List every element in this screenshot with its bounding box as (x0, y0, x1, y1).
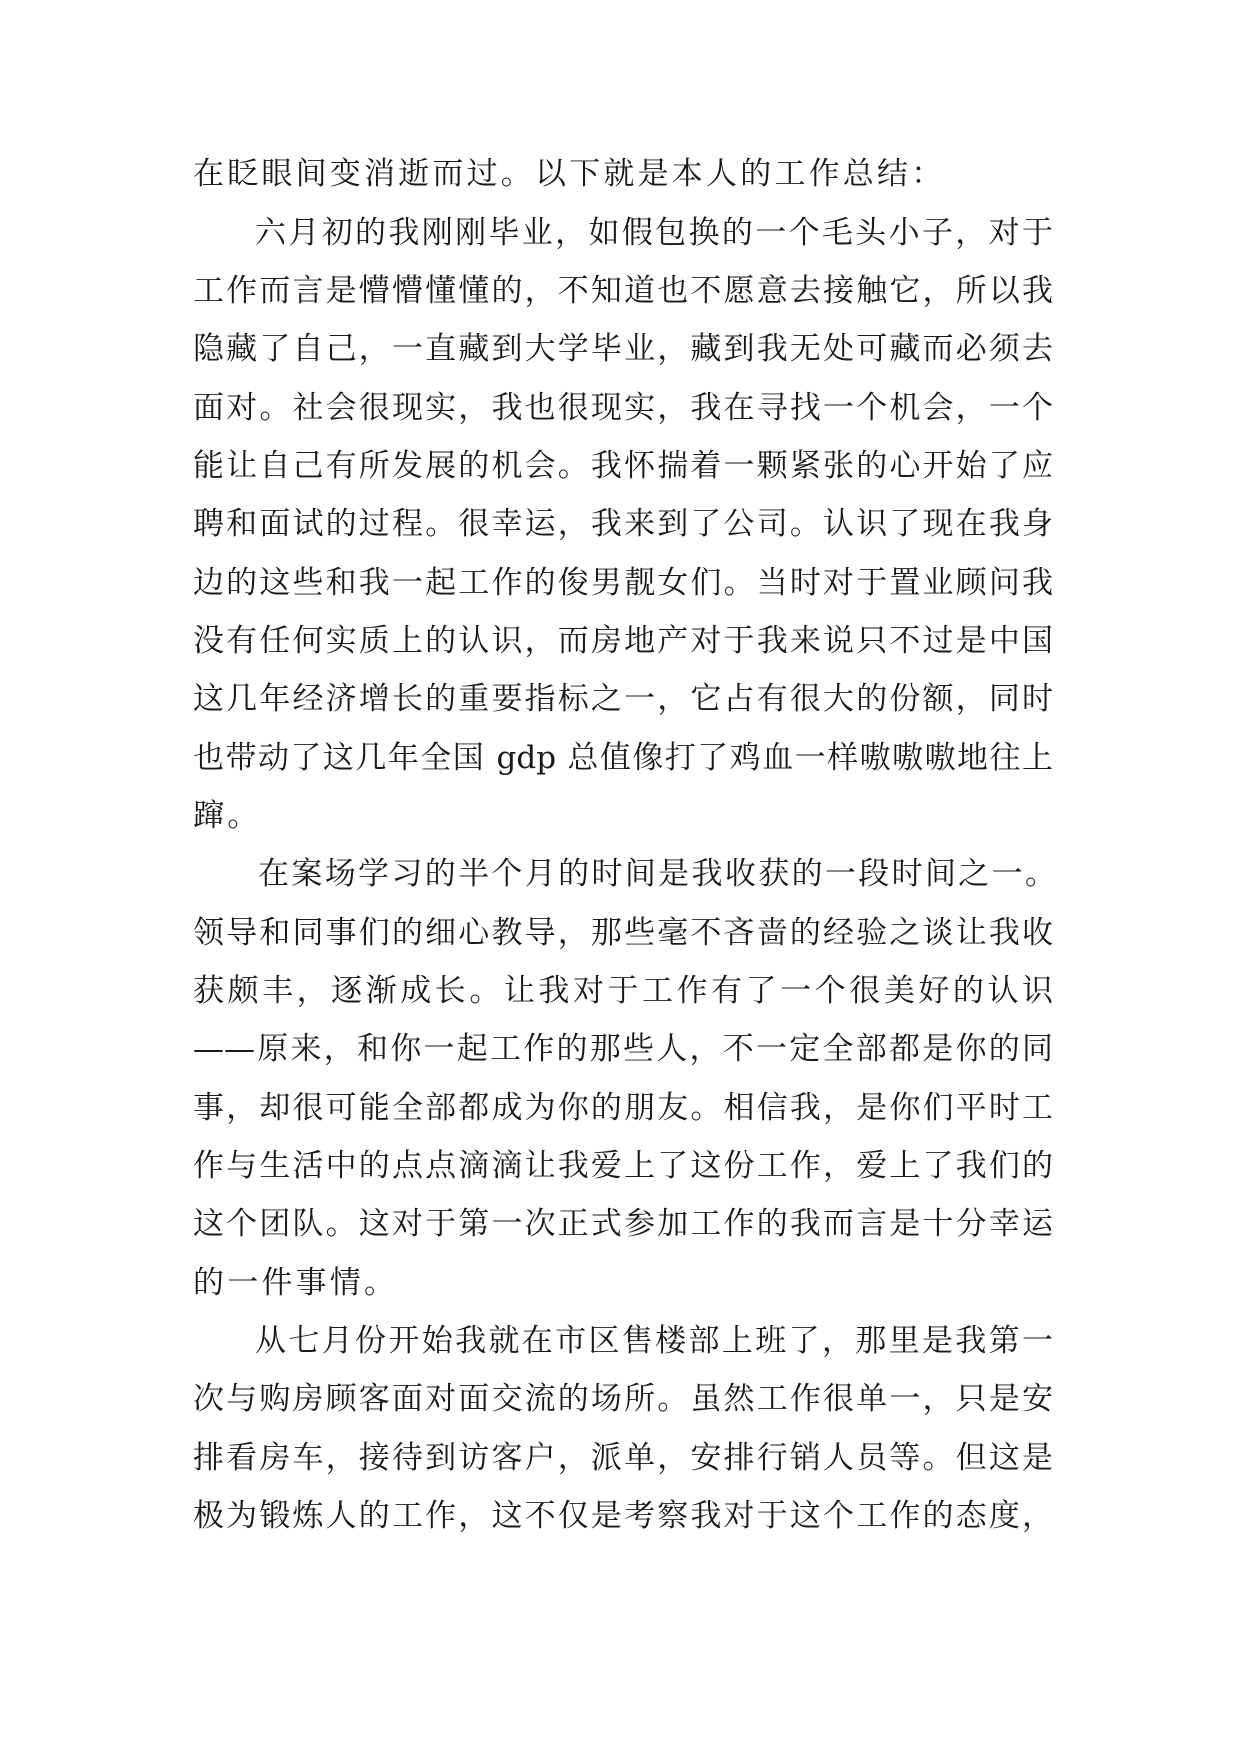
text-line: 隐藏了自己，一直藏到大学毕业，藏到我无处可藏而必须去 (193, 331, 1053, 367)
text-line: 面对。社会很现实，我也很现实，我在寻找一个机会，一个 (193, 390, 1053, 426)
text-line: 工作而言是懵懵懂懂的，不知道也不愿意去接触它，所以我 (193, 273, 1053, 309)
text-line: 从七月份开始我就在市区售楼部上班了，那里是我第一 (255, 1323, 1053, 1359)
text-line: 次与购房顾客面对面交流的场所。虽然工作很单一，只是安 (193, 1381, 1053, 1417)
text-line: 领导和同事们的细心教导，那些毫不吝啬的经验之谈让我收 (193, 915, 1053, 951)
text-line: ——原来，和你一起工作的那些人，不一定全部都是你的同 (193, 1031, 1053, 1067)
text-line: 也带动了这几年全国 gdp 总值像打了鸡血一样嗷嗷嗷地往上 (193, 740, 1053, 776)
text-line: 能让自己有所发展的机会。我怀揣着一颗紧张的心开始了应 (193, 448, 1053, 484)
text-line: 作与生活中的点点滴滴让我爱上了这份工作，爱上了我们的 (193, 1148, 1053, 1184)
text-line: 在案场学习的半个月的时间是我收获的一段时间之一。 (258, 856, 1056, 892)
text-line: 没有任何实质上的认识，而房地产对于我来说只不过是中国 (193, 623, 1053, 659)
text-line: 这个团队。这对于第一次正式参加工作的我而言是十分幸运 (193, 1206, 1053, 1242)
text-line: 极为锻炼人的工作，这不仅是考察我对于这个工作的态度， (193, 1498, 1053, 1534)
text-line: 事，却很可能全部都成为你的朋友。相信我，是你们平时工 (193, 1090, 1053, 1126)
text-line: 的一件事情。 (193, 1265, 399, 1301)
text-line: 六月初的我刚刚毕业，如假包换的一个毛头小子，对于 (255, 215, 1053, 251)
text-line: 获颇丰，逐渐成长。让我对于工作有了一个很美好的认识 (193, 973, 1053, 1009)
text-line: 在眨眼间变消逝而过。以下就是本人的工作总结： (193, 156, 946, 192)
text-line: 蹿。 (193, 798, 262, 834)
text-line: 聘和面试的过程。很幸运，我来到了公司。认识了现在我身 (193, 506, 1053, 542)
text-line: 这几年经济增长的重要指标之一，它占有很大的份额，同时 (193, 681, 1053, 717)
text-line: 边的这些和我一起工作的俊男靓女们。当时对于置业顾问我 (193, 565, 1053, 601)
text-line: 排看房车，接待到访客户，派单，安排行销人员等。但这是 (193, 1440, 1053, 1476)
